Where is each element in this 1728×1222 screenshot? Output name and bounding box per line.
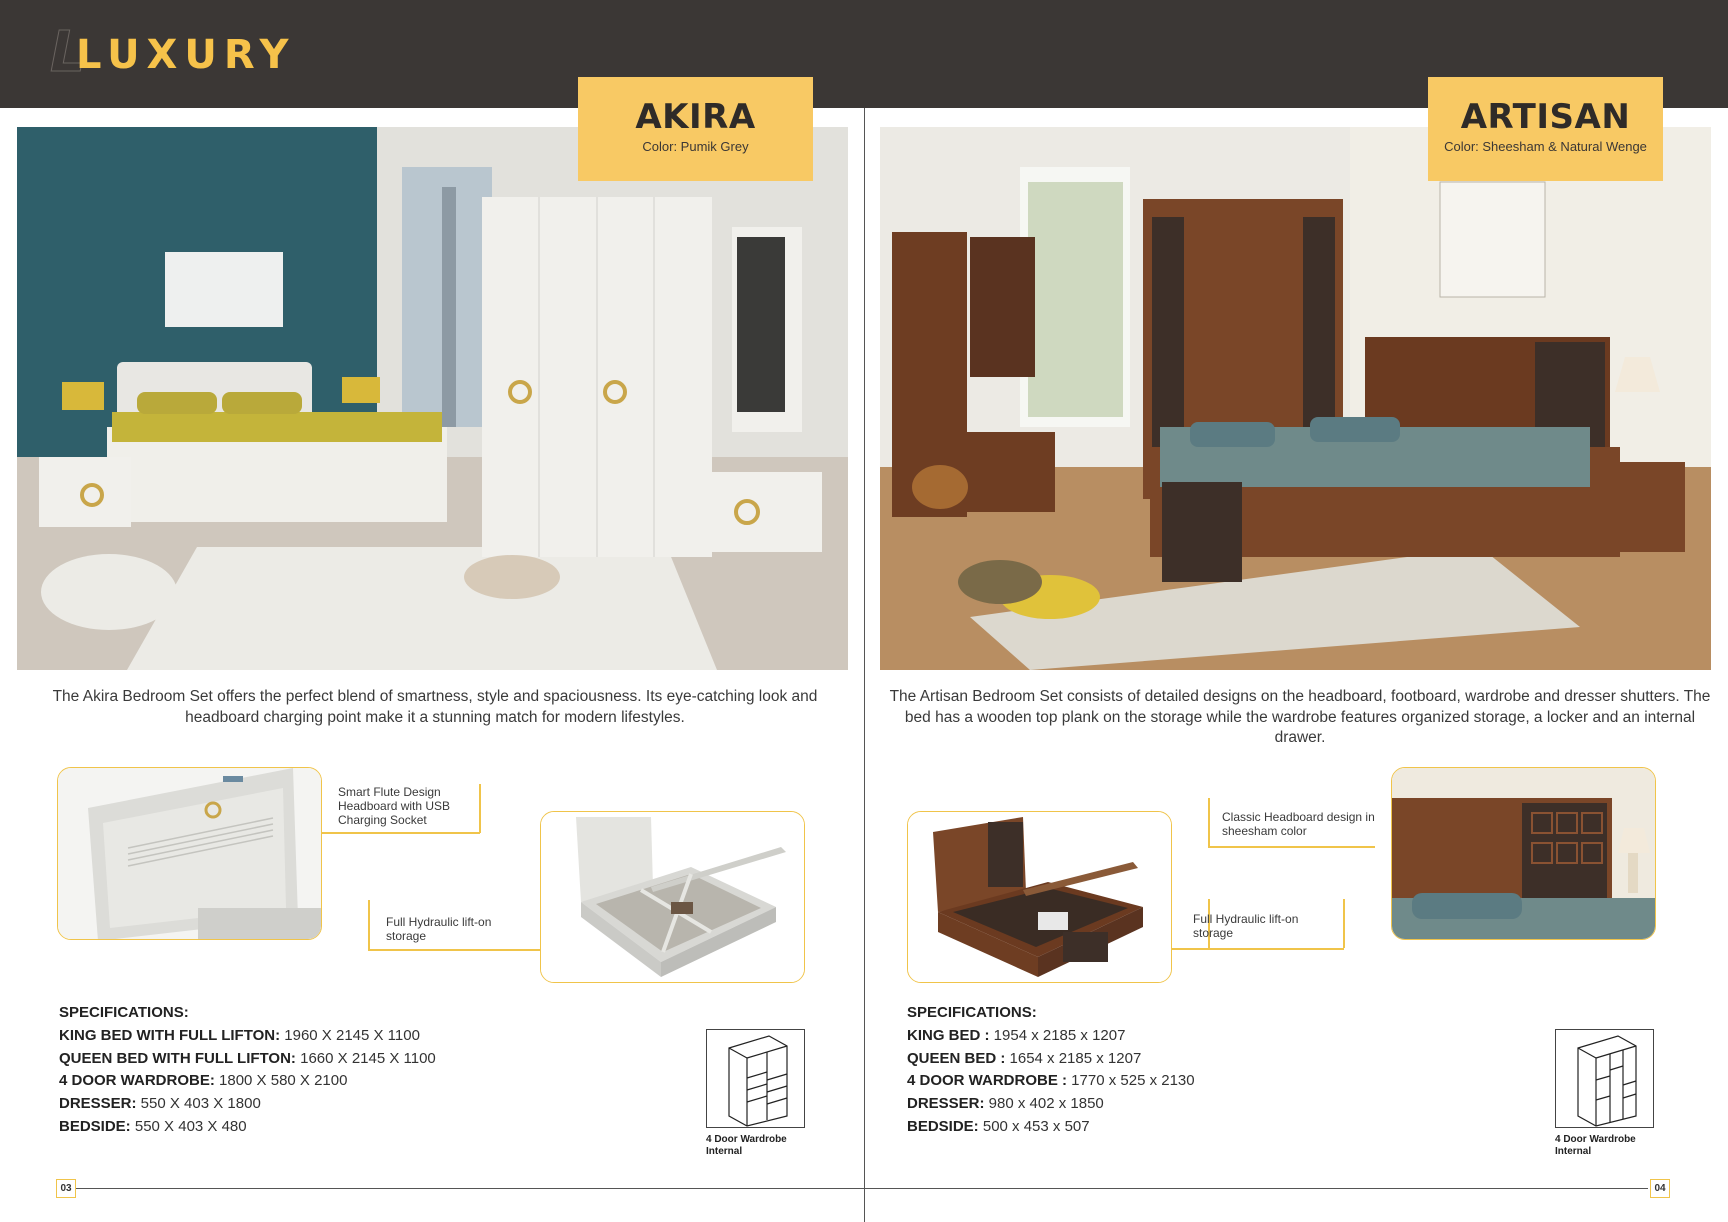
callout-storage: Full Hydraulic lift-on storage [386,915,492,943]
product-description: The Akira Bedroom Set offers the perfect blend of smartness, style and spaciousness. Its eye-catching look and headboard charging point make it a stunning match for modern lifestyles. [52,688,818,726]
spec-heading: SPECIFICATIONS: [907,1004,1037,1021]
spec-row: DRESSER: 980 x 402 x 1850 [907,1095,1104,1113]
product-color: Color: Pumik Grey [642,139,749,154]
spec-row: QUEEN BED : 1654 x 2185 x 1207 [907,1049,1142,1067]
spec-row: 4 DOOR WARDROBE : 1770 x 525 x 2130 [907,1072,1195,1090]
callout-line [479,784,481,833]
callout-storage: Full Hydraulic lift-on storage [1193,912,1299,940]
spec-row: QUEEN BED WITH FULL LIFTON: 1660 X 2145 X 1100 [59,1049,436,1067]
spec-row: DRESSER: 550 X 403 X 1800 [59,1095,261,1113]
callout-line [368,900,370,949]
page-akira [0,97,864,1222]
page-number: 03 [56,1179,76,1198]
callout-line [1171,948,1344,950]
spec-row: BEDSIDE: 550 X 403 X 480 [59,1117,247,1135]
spec-heading: SPECIFICATIONS: [59,1004,189,1021]
callout-line [322,832,480,834]
headboard-detail-image [1391,767,1656,940]
storage-detail-image [540,811,805,983]
footer-line [76,1188,864,1189]
product-color: Color: Sheesham & Natural Wenge [1444,139,1647,154]
page-number: 04 [1650,1179,1670,1198]
artisan-bedroom-photo [880,127,1711,670]
product-name: AKIRA [635,97,756,137]
headboard-detail-image [57,767,322,940]
brand-ghost-text: L [50,20,92,85]
callout-line [368,949,540,951]
spec-row: KING BED WITH FULL LIFTON: 1960 X 2145 X 1100 [59,1026,420,1044]
callout-line [1208,846,1375,848]
callout-headboard: Classic Headboard design in sheesham color [1222,810,1375,838]
thumb-caption: 4 Door Wardrobe Internal [706,1134,787,1157]
product-description: The Artisan Bedroom Set consists of detailed designs on the headboard, footboard, wardrobe and dresser shutters. The bed has a wooden top plank on the storage while the wardrobe features organized storage, a locker and an internal drawer. [889,688,1711,746]
footer-line [865,1188,1648,1189]
specifications [59,1002,436,1139]
product-title-box [578,77,813,181]
akira-bedroom-photo [17,127,848,670]
brand-title: LUXURY [76,32,296,78]
wardrobe-internal-icon [1555,1029,1654,1128]
callout-line [1343,899,1345,948]
page-artisan [865,97,1728,1222]
storage-detail-image [907,811,1172,983]
thumb-caption: 4 Door Wardrobe Internal [1555,1134,1636,1157]
callout-headboard: Smart Flute Design Headboard with USB Charging Socket [338,785,451,827]
callout-line [1208,798,1210,847]
product-title-box [1428,77,1663,181]
wardrobe-internal-icon [706,1029,805,1128]
spec-row: BEDSIDE: 500 x 453 x 507 [907,1117,1090,1135]
spec-row: 4 DOOR WARDROBE: 1800 X 580 X 2100 [59,1072,348,1090]
spec-row: KING BED : 1954 x 2185 x 1207 [907,1026,1126,1044]
specifications [907,1002,1195,1139]
product-name: ARTISAN [1460,97,1631,137]
